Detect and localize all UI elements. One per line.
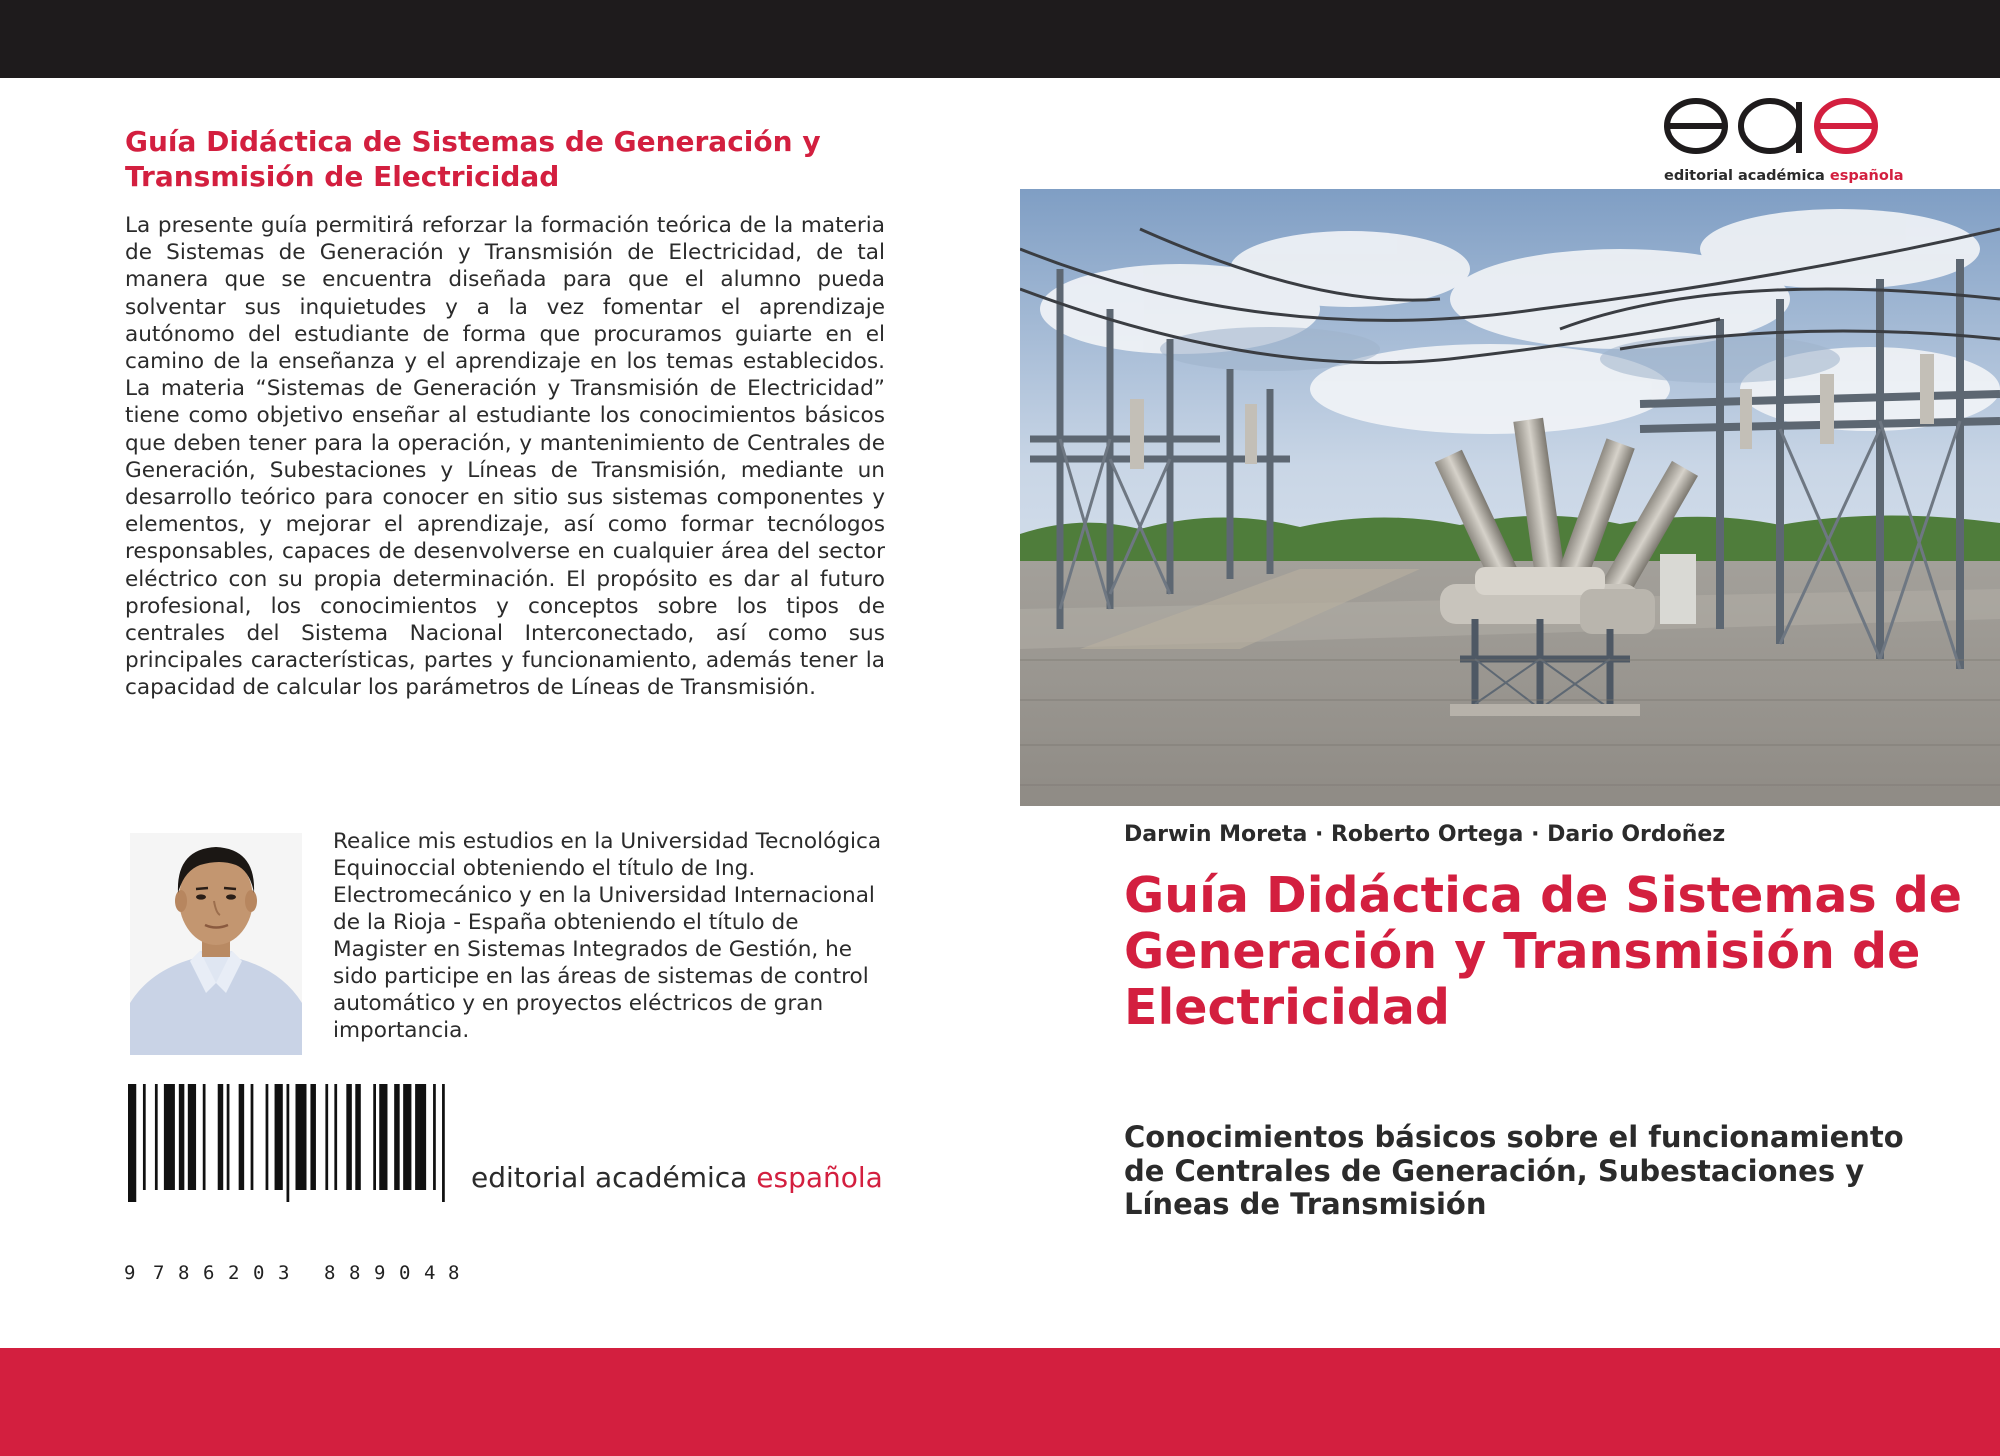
isbn-digit: 9 bbox=[374, 1262, 386, 1284]
barcode-bar bbox=[287, 1084, 290, 1202]
top-band bbox=[0, 0, 2000, 78]
barcode-bar bbox=[239, 1084, 245, 1190]
logo-caption-main: editorial académica bbox=[1664, 168, 1825, 184]
barcode-bar bbox=[128, 1084, 136, 1202]
barcode-bar bbox=[295, 1084, 306, 1190]
isbn-digit: 8 bbox=[178, 1262, 190, 1284]
isbn-digit: 4 bbox=[424, 1262, 436, 1284]
isbn-digit: 6 bbox=[203, 1262, 215, 1284]
isbn-digit: 7 bbox=[153, 1262, 165, 1284]
back-cover-description: La presente guía permitirá reforzar la formación teórica de la materia de Sistemas de Generación y Transmisión de Electricidad, de tal manera que se encuentra diseñada para que el alumno pueda solventar sus inquietudes y a la vez fomentar el aprendizaje autónomo del estudiante de forma que procuramos guiarte en el camino de la enseñanza y el aprendizaje en los temas establecidos. La materia “Sistemas de Generación y Transmisión de Electricidad” tiene como objetivo enseñar al estudiante los conocimientos básicos que deben tener para la operación, y mantenimiento de Centrales de Generación, Subestaciones y Líneas de Transmisión, mediante un desarrollo teórico para conocer en sitio sus sistemas componentes y elementos, y mejorar el aprendizaje, así como formar tecnólogos responsables, capaces de desenvolverse en cualquier área del sector eléctrico con su propia determinación. El propósito es dar al futuro profesional, los conocimientos y conceptos sobre los tipos de centrales del Sistema Nacional Interconectado, así como sus principales características, partes y funcionamiento, además tener la capacidad de calcular los parámetros de Líneas de Transmisión. bbox=[125, 213, 885, 701]
isbn-digit: 8 bbox=[324, 1262, 336, 1284]
barcode-bar bbox=[164, 1084, 175, 1190]
barcode-bar bbox=[373, 1084, 376, 1190]
barcode-bar bbox=[275, 1084, 283, 1190]
barcode-bar bbox=[266, 1084, 269, 1190]
substation-photo bbox=[1020, 189, 2000, 806]
eae-logo bbox=[1662, 96, 1884, 158]
barcode bbox=[126, 1084, 456, 1202]
isbn-digit: 3 bbox=[278, 1262, 290, 1284]
isbn-digit: 0 bbox=[399, 1262, 411, 1284]
barcode-bar bbox=[155, 1084, 158, 1190]
isbn-digit: 2 bbox=[228, 1262, 240, 1284]
authors: Darwin Moreta · Roberto Ortega · Dario Ordoñez bbox=[1124, 822, 1726, 847]
isbn-digits bbox=[124, 1262, 460, 1284]
barcode-bar bbox=[251, 1084, 254, 1190]
barcode-bar bbox=[325, 1084, 328, 1190]
barcode-bar bbox=[188, 1084, 196, 1190]
back-publisher-main: editorial académica bbox=[471, 1161, 748, 1194]
barcode-bar bbox=[379, 1084, 387, 1190]
front-cover-title: Guía Didáctica de Sistemas de Generación y Transmisión de Electricidad bbox=[1124, 867, 1963, 1036]
isbn-digit: 9 bbox=[124, 1262, 136, 1284]
barcode-bar bbox=[403, 1084, 411, 1190]
barcode-bar bbox=[334, 1084, 337, 1190]
barcode-bar bbox=[143, 1084, 146, 1190]
logo-caption bbox=[1664, 168, 1904, 184]
barcode-bar bbox=[346, 1084, 352, 1190]
author-bio: Realice mis estudios en la Universidad Tecnológica Equinoccial obteniendo el título de Ing. Electromecánico y en la Universidad Internacional de la Rioja - España obteniendo el título de Magister en Sistemas Integrados de Gestión, he sido participe en las áreas de sistemas de control automático y en proyectos eléctricos de gran importancia. bbox=[333, 829, 882, 1043]
isbn-digit: 8 bbox=[448, 1262, 460, 1284]
isbn-digit: 0 bbox=[253, 1262, 265, 1284]
barcode-bar bbox=[203, 1084, 206, 1190]
barcode-bar bbox=[227, 1084, 230, 1190]
barcode-bar bbox=[442, 1084, 445, 1202]
front-cover-subtitle: Conocimientos básicos sobre el funcionamiento de Centrales de Generación, Subestaciones y Líneas de Transmisión bbox=[1124, 1120, 1904, 1221]
back-publisher-name bbox=[471, 1161, 883, 1194]
barcode-bar bbox=[394, 1084, 400, 1190]
bottom-band bbox=[0, 1348, 2000, 1456]
back-publisher-accent: española bbox=[756, 1161, 883, 1194]
barcode-bar bbox=[179, 1084, 185, 1190]
back-cover-title: Guía Didáctica de Sistemas de Generación y Transmisión de Electricidad bbox=[125, 125, 821, 193]
isbn-digit: 8 bbox=[349, 1262, 361, 1284]
barcode-bar bbox=[355, 1084, 361, 1190]
barcode-bar bbox=[415, 1084, 426, 1190]
barcode-bar bbox=[218, 1084, 224, 1190]
logo-caption-accent: española bbox=[1829, 168, 1904, 184]
author-photo bbox=[130, 833, 302, 1055]
barcode-bar bbox=[310, 1084, 316, 1190]
barcode-bar bbox=[433, 1084, 436, 1190]
